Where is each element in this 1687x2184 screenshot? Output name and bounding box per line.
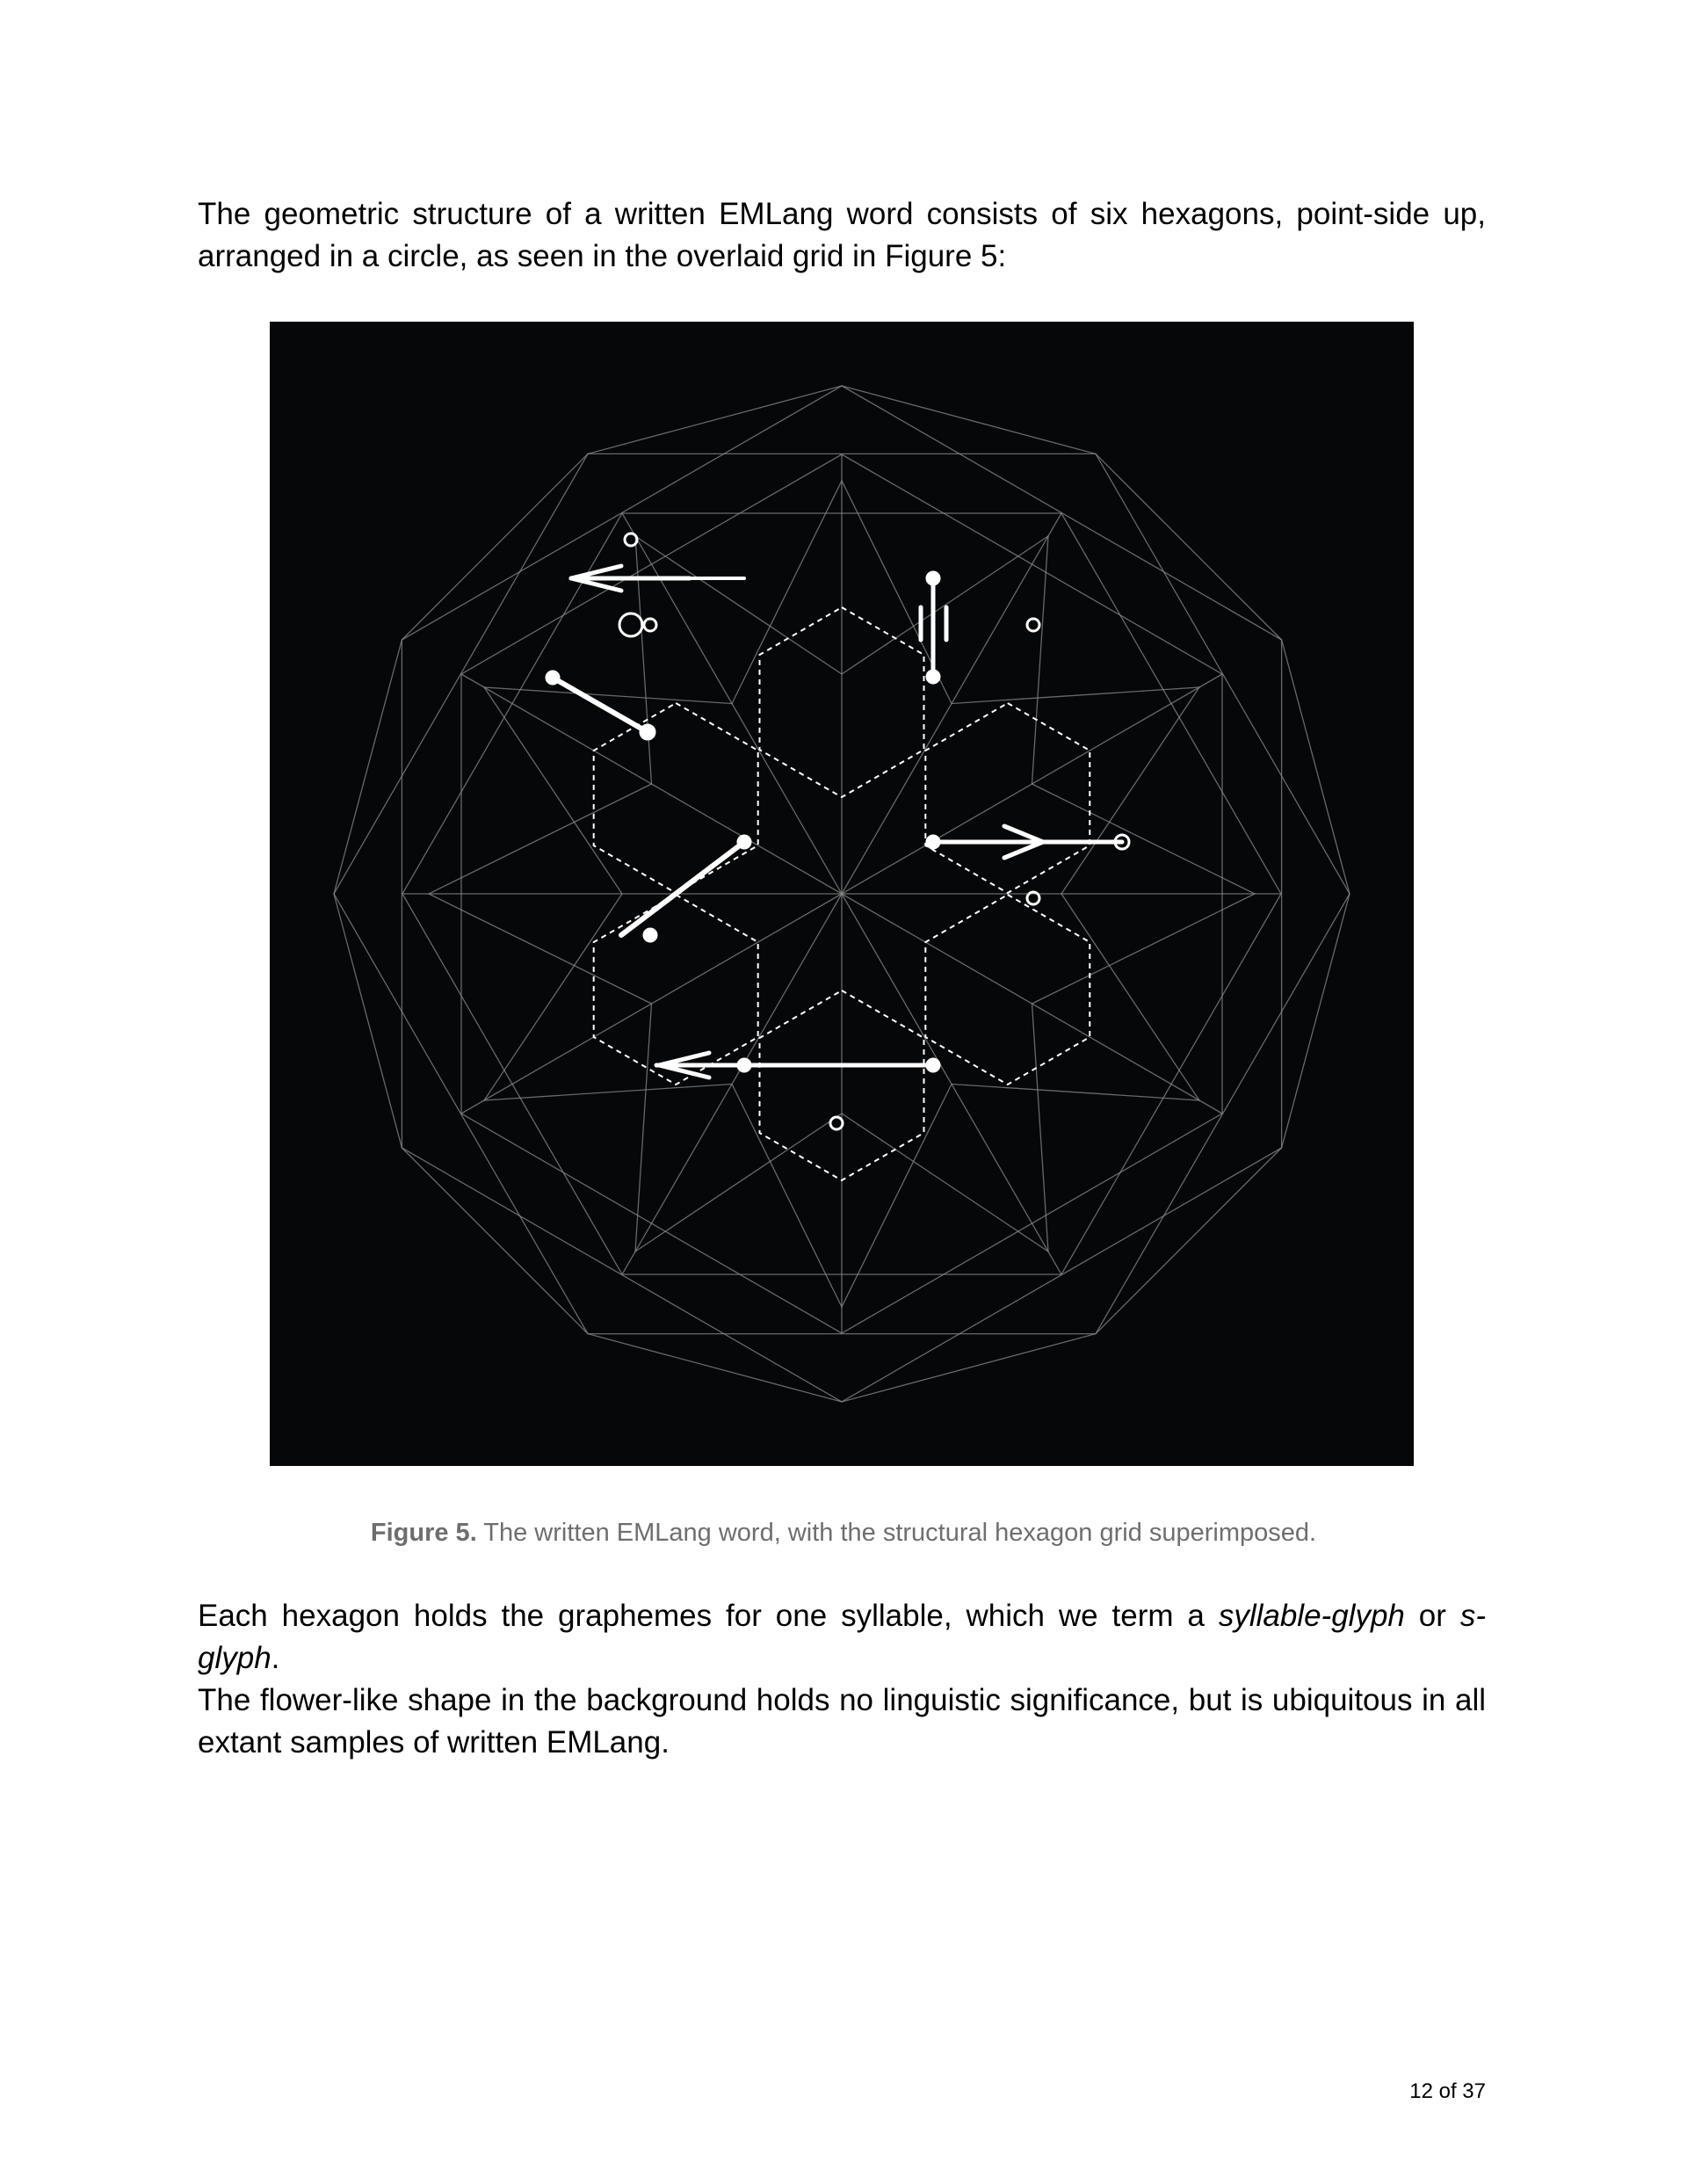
petal-line <box>842 1004 1048 1252</box>
figure-caption <box>0 1519 1687 1548</box>
page-number: 12 of 37 <box>1409 2079 1486 2103</box>
body-line-1-or: or <box>1404 1599 1460 1633</box>
body-line-2: The flower-like shape in the background holds no linguistic significance, but is ubiquitous in all <box>198 1683 1486 1717</box>
node-dot <box>927 572 939 584</box>
term-syllable-glyph: syllable-glyph <box>1218 1599 1405 1633</box>
body-line-1 <box>198 1595 1486 1680</box>
petal-line <box>842 536 1048 784</box>
vowel-dot <box>1027 619 1039 631</box>
intro-paragraph <box>198 193 1486 278</box>
arrow-head <box>1004 842 1043 858</box>
node-dot <box>927 836 939 848</box>
body-line-1-text: Each hexagon holds the graphemes for one syllable, which we term a <box>198 1599 1219 1633</box>
node-dot <box>547 671 559 684</box>
vowel-dot <box>644 619 656 631</box>
diagonal-stroke <box>621 842 744 935</box>
node-dot <box>738 1059 750 1071</box>
node-dot <box>927 671 939 683</box>
emlang-word-glyph <box>270 322 1414 1466</box>
petal-line <box>484 687 732 894</box>
figure-5-image <box>270 322 1414 1466</box>
petal-line <box>484 894 732 1100</box>
node-dot <box>738 836 750 848</box>
caption-label: Figure 5. <box>370 1519 477 1547</box>
intro-line-2: arranged in a circle, as seen in the overlaid grid in Figure 5: <box>198 239 1007 273</box>
diagonal-stroke <box>553 678 648 732</box>
body-paragraph <box>198 1595 1486 1764</box>
term-s-glyph: s-glyph <box>198 1599 1486 1675</box>
node-dot <box>927 1059 939 1071</box>
node-dot <box>641 725 655 739</box>
caption-text: The written EMLang word, with the structural hexagon grid superimposed. <box>476 1519 1317 1547</box>
node-dot <box>644 929 656 941</box>
petal-line <box>952 687 1199 894</box>
arrow-head <box>1004 826 1043 842</box>
petal-line <box>635 1004 842 1252</box>
body-line-3: extant samples of written EMLang. <box>198 1725 670 1760</box>
vowel-ring <box>619 613 642 636</box>
intro-line-1: The geometric structure of a written EMLang word consists of six hexagons, point-side up, <box>198 197 1486 231</box>
vowel-dot <box>830 1117 843 1129</box>
petal-line <box>635 536 842 784</box>
body-line-1-end: . <box>271 1641 280 1675</box>
petal-line <box>952 894 1199 1100</box>
